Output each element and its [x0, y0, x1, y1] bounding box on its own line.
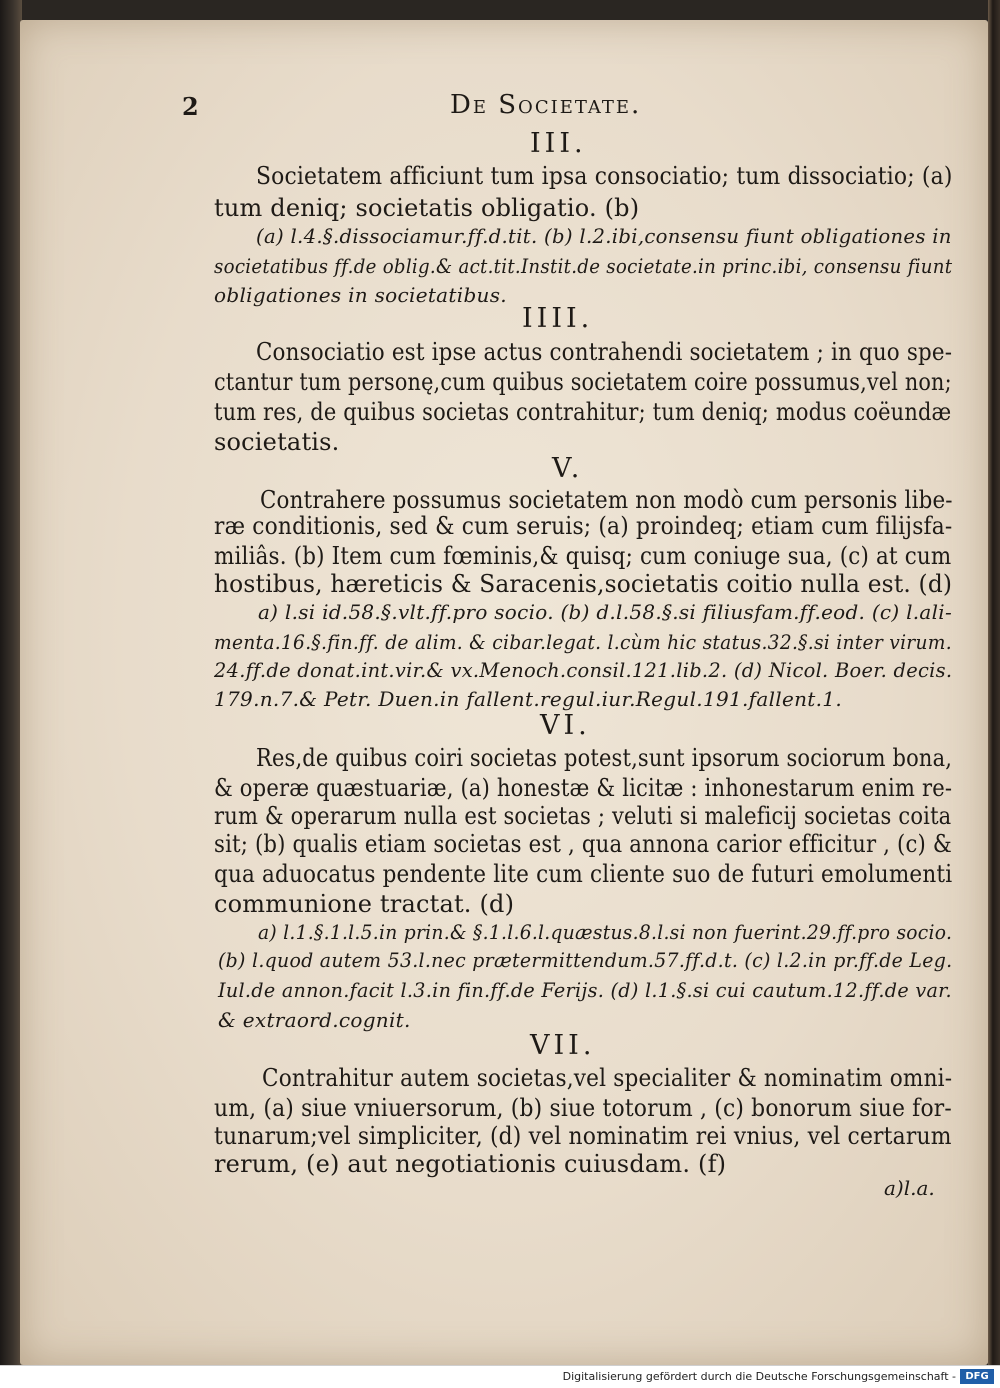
dfg-logo-icon: DFG — [960, 1369, 994, 1384]
section-vi-note-4: & extraord.cognit. — [218, 1008, 411, 1032]
section-vii-line-1: Contrahitur autem societas,vel specialiter & nominatim omni- — [262, 1064, 953, 1092]
section-iii-line-2: tum deniq; societatis obligatio. (b) — [214, 194, 640, 222]
section-iii-note-3: obligationes in societatibus. — [214, 283, 507, 307]
section-iii-note-2: societatibus ff.de oblig.& act.tit.Instit.de societate.in princ.ibi, consensu fiunt — [214, 254, 953, 278]
section-iiii-line-4: societatis. — [214, 428, 340, 456]
section-vi-line-6: communione tractat. (d) — [214, 890, 515, 918]
section-heading-vi: VI. — [540, 710, 591, 741]
section-vi-line-3: rum & operarum nulla est societas ; veluti si maleficij societas coita — [214, 802, 952, 830]
section-vi-note-1: a) l.1.§.1.l.5.in prin.& §.1.l.6.l.quæstus.8.l.si non fuerint.29.ff.pro socio. — [258, 920, 953, 944]
section-v-note-1: a) l.si id.58.§.vlt.ff.pro socio. (b) d.l.58.§.si filiusfam.ff.eod. (c) l.ali- — [258, 600, 952, 624]
section-vi-line-5: qua aduocatus pendente lite cum cliente suo de futuri emolumenti — [214, 860, 953, 888]
section-v-line-3: miliâs. (b) Item cum fœminis,& quisq; cum coniuge sua, (c) at cum — [214, 542, 952, 570]
section-iiii-line-1: Consociatio est ipse actus contrahendi societatem ; in quo spe- — [256, 338, 953, 366]
section-vi-line-2: & operæ quæstuariæ, (a) honestæ & licitæ : inhonestarum enim re- — [214, 774, 953, 802]
section-v-line-1: Contrahere possumus societatem non modò cum personis libe- — [260, 486, 953, 514]
section-vi-note-3: Iul.de annon.facit l.3.in fin.ff.de Ferijs. (d) l.1.§.si cui cautum.12.ff.de var. — [218, 978, 952, 1002]
section-iiii-line-3: tum res, de quibus societas contrahitur; tum deniq; modus coëundæ — [214, 398, 952, 426]
section-heading-iiii: IIII. — [522, 303, 594, 334]
section-v-line-4: hostibus, hæreticis & Saracenis,societatis coitio nulla est. (d) — [214, 570, 953, 598]
book-binding-left — [0, 0, 22, 1365]
section-v-note-2: menta.16.§.fin.ff. de alim. & cibar.legat. l.cùm hic status.32.§.si inter virum. — [214, 630, 952, 654]
footer-credit-text: Digitalisierung gefördert durch die Deutsche Forschungsgemeinschaft - — [562, 1370, 956, 1383]
section-v-line-2: ræ conditionis, sed & cum seruis; (a) proindeq; etiam cum filijsfa- — [214, 512, 953, 540]
section-heading-iii: III. — [530, 128, 587, 159]
section-vii-line-4: rerum, (e) aut negotiationis cuiusdam. (f) — [214, 1150, 727, 1178]
section-heading-vii: VII. — [530, 1030, 596, 1061]
section-iiii-line-2: ctantur tum personę,cum quibus societatem coire possumus,vel non; — [214, 368, 952, 396]
section-heading-v: V. — [552, 453, 584, 484]
section-iii-line-1: Societatem afficiunt tum ipsa consociatio; tum dissociatio; (a) — [256, 162, 953, 190]
digitization-footer — [0, 1365, 1000, 1388]
book-edge-right — [988, 0, 1000, 1365]
page-number: 2 — [182, 92, 199, 121]
section-v-note-3: 24.ff.de donat.int.vir.& vx.Menoch.consil.121.lib.2. (d) Nicol. Boer. decis. — [214, 658, 953, 682]
running-head: De Societate. — [450, 90, 642, 120]
section-vii-line-2: um, (a) siue vniuersorum, (b) siue totorum , (c) bonorum siue for- — [214, 1094, 952, 1122]
section-v-note-4: 179.n.7.& Petr. Duen.in fallent.regul.iur.Regul.191.fallent.1. — [214, 687, 842, 711]
section-vii-line-3: tunarum;vel simpliciter, (d) vel nominatim rei vnius, vel certarum — [214, 1122, 952, 1150]
section-vi-line-1: Res,de quibus coiri societas potest,sunt ipsorum sociorum bona, — [256, 744, 953, 772]
catchword: a)l.a. — [884, 1176, 935, 1200]
section-vi-line-4: sit; (b) qualis etiam societas est , qua annona carior efficitur , (c) & — [214, 830, 952, 858]
section-iii-note-1: (a) l.4.§.dissociamur.ff.d.tit. (b) l.2.ibi,consensu fiunt obligationes in — [256, 224, 952, 248]
section-vi-note-2: (b) l.quod autem 53.l.nec prætermittendum.57.ff.d.t. (c) l.2.in pr.ff.de Leg. — [218, 948, 953, 972]
